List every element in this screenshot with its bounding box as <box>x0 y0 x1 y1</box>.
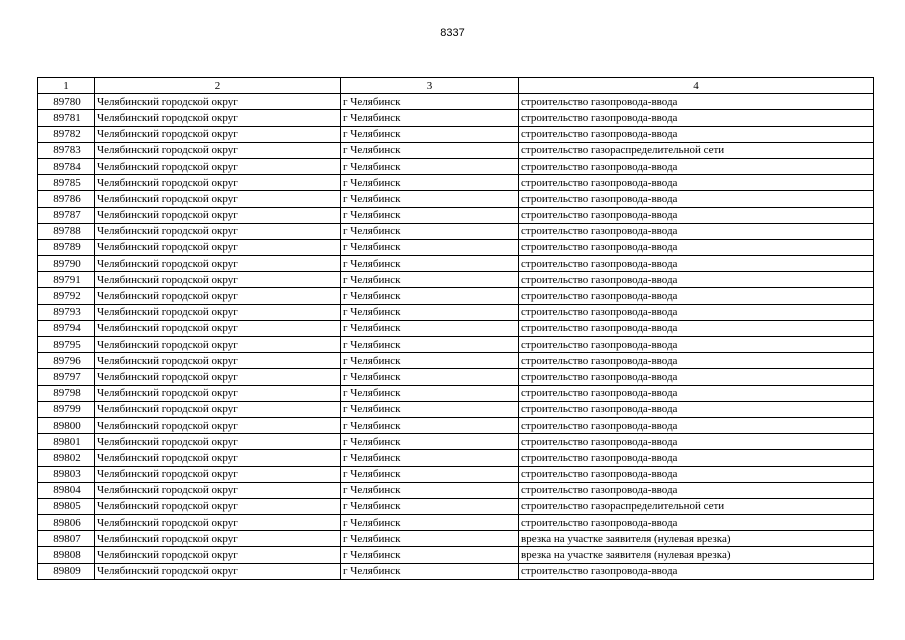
table-row <box>38 337 874 353</box>
table-row <box>38 434 874 450</box>
table-row <box>38 466 874 482</box>
row-number-cell: 89809 <box>38 563 95 579</box>
work-type-cell: строительство газопровода-ввода <box>519 385 874 401</box>
municipality-cell: Челябинский городской округ <box>95 239 341 255</box>
municipality-cell: Челябинский городской округ <box>95 304 341 320</box>
row-number-cell: 89802 <box>38 450 95 466</box>
work-type-cell: строительство газопровода-ввода <box>519 563 874 579</box>
municipality-cell: Челябинский городской округ <box>95 175 341 191</box>
municipality-cell: Челябинский городской округ <box>95 434 341 450</box>
settlement-cell: г Челябинск <box>341 515 519 531</box>
work-type-cell: строительство газораспределительной сети <box>519 498 874 514</box>
municipality-cell: Челябинский городской округ <box>95 110 341 126</box>
municipality-cell: Челябинский городской округ <box>95 320 341 336</box>
table-header <box>38 78 874 94</box>
settlement-cell: г Челябинск <box>341 288 519 304</box>
work-type-cell: строительство газопровода-ввода <box>519 369 874 385</box>
settlement-cell: г Челябинск <box>341 531 519 547</box>
settlement-cell: г Челябинск <box>341 434 519 450</box>
work-type-cell: строительство газопровода-ввода <box>519 515 874 531</box>
settlement-cell: г Челябинск <box>341 158 519 174</box>
table-row <box>38 353 874 369</box>
work-type-cell: строительство газопровода-ввода <box>519 223 874 239</box>
settlement-cell: г Челябинск <box>341 369 519 385</box>
work-type-cell: строительство газопровода-ввода <box>519 272 874 288</box>
settlement-cell: г Челябинск <box>341 272 519 288</box>
settlement-cell: г Челябинск <box>341 482 519 498</box>
row-number-cell: 89781 <box>38 110 95 126</box>
row-number-cell: 89785 <box>38 175 95 191</box>
row-number-cell: 89799 <box>38 401 95 417</box>
work-type-cell: строительство газопровода-ввода <box>519 337 874 353</box>
municipality-cell: Челябинский городской округ <box>95 563 341 579</box>
row-number-cell: 89805 <box>38 498 95 514</box>
row-number-cell: 89807 <box>38 531 95 547</box>
work-type-cell: строительство газопровода-ввода <box>519 207 874 223</box>
table-row <box>38 369 874 385</box>
work-type-cell: строительство газопровода-ввода <box>519 401 874 417</box>
settlement-cell: г Челябинск <box>341 304 519 320</box>
table-row <box>38 94 874 110</box>
work-type-cell: строительство газопровода-ввода <box>519 94 874 110</box>
work-type-cell: врезка на участке заявителя (нулевая врезка) <box>519 531 874 547</box>
row-number-cell: 89791 <box>38 272 95 288</box>
municipality-cell: Челябинский городской округ <box>95 142 341 158</box>
table-row <box>38 256 874 272</box>
municipality-cell: Челябинский городской округ <box>95 337 341 353</box>
settlement-cell: г Челябинск <box>341 450 519 466</box>
settlement-cell: г Челябинск <box>341 466 519 482</box>
settlement-cell: г Челябинск <box>341 223 519 239</box>
row-number-cell: 89787 <box>38 207 95 223</box>
municipality-cell: Челябинский городской округ <box>95 126 341 142</box>
table-row <box>38 126 874 142</box>
settlement-cell: г Челябинск <box>341 417 519 433</box>
municipality-cell: Челябинский городской округ <box>95 498 341 514</box>
row-number-cell: 89784 <box>38 158 95 174</box>
municipality-cell: Челябинский городской округ <box>95 94 341 110</box>
row-number-cell: 89796 <box>38 353 95 369</box>
settlement-cell: г Челябинск <box>341 337 519 353</box>
header-col-4: 4 <box>519 78 874 94</box>
table-body <box>38 94 874 580</box>
row-number-cell: 89789 <box>38 239 95 255</box>
work-type-cell: строительство газопровода-ввода <box>519 434 874 450</box>
work-type-cell: строительство газопровода-ввода <box>519 482 874 498</box>
settlement-cell: г Челябинск <box>341 547 519 563</box>
work-type-cell: врезка на участке заявителя (нулевая врезка) <box>519 547 874 563</box>
table-row <box>38 239 874 255</box>
table-row <box>38 417 874 433</box>
row-number-cell: 89780 <box>38 94 95 110</box>
header-col-2: 2 <box>95 78 341 94</box>
page-number: 8337 <box>440 27 465 39</box>
table-row <box>38 515 874 531</box>
table-row <box>38 223 874 239</box>
settlement-cell: г Челябинск <box>341 498 519 514</box>
header-col-3: 3 <box>341 78 519 94</box>
row-number-cell: 89793 <box>38 304 95 320</box>
row-number-cell: 89792 <box>38 288 95 304</box>
settlement-cell: г Челябинск <box>341 126 519 142</box>
row-number-cell: 89798 <box>38 385 95 401</box>
settlement-cell: г Челябинск <box>341 320 519 336</box>
work-type-cell: строительство газопровода-ввода <box>519 175 874 191</box>
register-table <box>37 77 874 580</box>
table-row <box>38 482 874 498</box>
row-number-cell: 89797 <box>38 369 95 385</box>
work-type-cell: строительство газопровода-ввода <box>519 320 874 336</box>
settlement-cell: г Челябинск <box>341 207 519 223</box>
table-row <box>38 175 874 191</box>
settlement-cell: г Челябинск <box>341 110 519 126</box>
work-type-cell: строительство газопровода-ввода <box>519 110 874 126</box>
row-number-cell: 89804 <box>38 482 95 498</box>
settlement-cell: г Челябинск <box>341 175 519 191</box>
municipality-cell: Челябинский городской округ <box>95 369 341 385</box>
municipality-cell: Челябинский городской округ <box>95 158 341 174</box>
municipality-cell: Челябинский городской округ <box>95 531 341 547</box>
table-row <box>38 110 874 126</box>
work-type-cell: строительство газопровода-ввода <box>519 191 874 207</box>
municipality-cell: Челябинский городской округ <box>95 417 341 433</box>
row-number-cell: 89806 <box>38 515 95 531</box>
work-type-cell: строительство газопровода-ввода <box>519 353 874 369</box>
row-number-cell: 89788 <box>38 223 95 239</box>
table-row <box>38 304 874 320</box>
municipality-cell: Челябинский городской округ <box>95 353 341 369</box>
table-row <box>38 191 874 207</box>
municipality-cell: Челябинский городской округ <box>95 466 341 482</box>
work-type-cell: строительство газопровода-ввода <box>519 239 874 255</box>
settlement-cell: г Челябинск <box>341 94 519 110</box>
work-type-cell: строительство газораспределительной сети <box>519 142 874 158</box>
work-type-cell: строительство газопровода-ввода <box>519 304 874 320</box>
header-col-1: 1 <box>38 78 95 94</box>
row-number-cell: 89808 <box>38 547 95 563</box>
table-row <box>38 498 874 514</box>
municipality-cell: Челябинский городской округ <box>95 385 341 401</box>
table-row <box>38 450 874 466</box>
work-type-cell: строительство газопровода-ввода <box>519 126 874 142</box>
row-number-cell: 89790 <box>38 256 95 272</box>
work-type-cell: строительство газопровода-ввода <box>519 288 874 304</box>
settlement-cell: г Челябинск <box>341 142 519 158</box>
row-number-cell: 89800 <box>38 417 95 433</box>
municipality-cell: Челябинский городской округ <box>95 256 341 272</box>
settlement-cell: г Челябинск <box>341 563 519 579</box>
table-row <box>38 272 874 288</box>
settlement-cell: г Челябинск <box>341 353 519 369</box>
work-type-cell: строительство газопровода-ввода <box>519 256 874 272</box>
row-number-cell: 89782 <box>38 126 95 142</box>
municipality-cell: Челябинский городской округ <box>95 450 341 466</box>
municipality-cell: Челябинский городской округ <box>95 515 341 531</box>
municipality-cell: Челябинский городской округ <box>95 207 341 223</box>
table-row <box>38 288 874 304</box>
municipality-cell: Челябинский городской округ <box>95 223 341 239</box>
table-row <box>38 142 874 158</box>
settlement-cell: г Челябинск <box>341 239 519 255</box>
municipality-cell: Челябинский городской округ <box>95 272 341 288</box>
work-type-cell: строительство газопровода-ввода <box>519 466 874 482</box>
settlement-cell: г Челябинск <box>341 401 519 417</box>
header-row <box>38 78 874 94</box>
table-row <box>38 385 874 401</box>
row-number-cell: 89794 <box>38 320 95 336</box>
table-row <box>38 547 874 563</box>
table-row <box>38 563 874 579</box>
municipality-cell: Челябинский городской округ <box>95 191 341 207</box>
row-number-cell: 89783 <box>38 142 95 158</box>
row-number-cell: 89795 <box>38 337 95 353</box>
municipality-cell: Челябинский городской округ <box>95 547 341 563</box>
settlement-cell: г Челябинск <box>341 385 519 401</box>
row-number-cell: 89803 <box>38 466 95 482</box>
municipality-cell: Челябинский городской округ <box>95 288 341 304</box>
table-row <box>38 207 874 223</box>
table-row <box>38 531 874 547</box>
work-type-cell: строительство газопровода-ввода <box>519 417 874 433</box>
municipality-cell: Челябинский городской округ <box>95 482 341 498</box>
table-row <box>38 401 874 417</box>
settlement-cell: г Челябинск <box>341 256 519 272</box>
work-type-cell: строительство газопровода-ввода <box>519 158 874 174</box>
row-number-cell: 89801 <box>38 434 95 450</box>
settlement-cell: г Челябинск <box>341 191 519 207</box>
municipality-cell: Челябинский городской округ <box>95 401 341 417</box>
work-type-cell: строительство газопровода-ввода <box>519 450 874 466</box>
table-row <box>38 320 874 336</box>
table-row <box>38 158 874 174</box>
row-number-cell: 89786 <box>38 191 95 207</box>
